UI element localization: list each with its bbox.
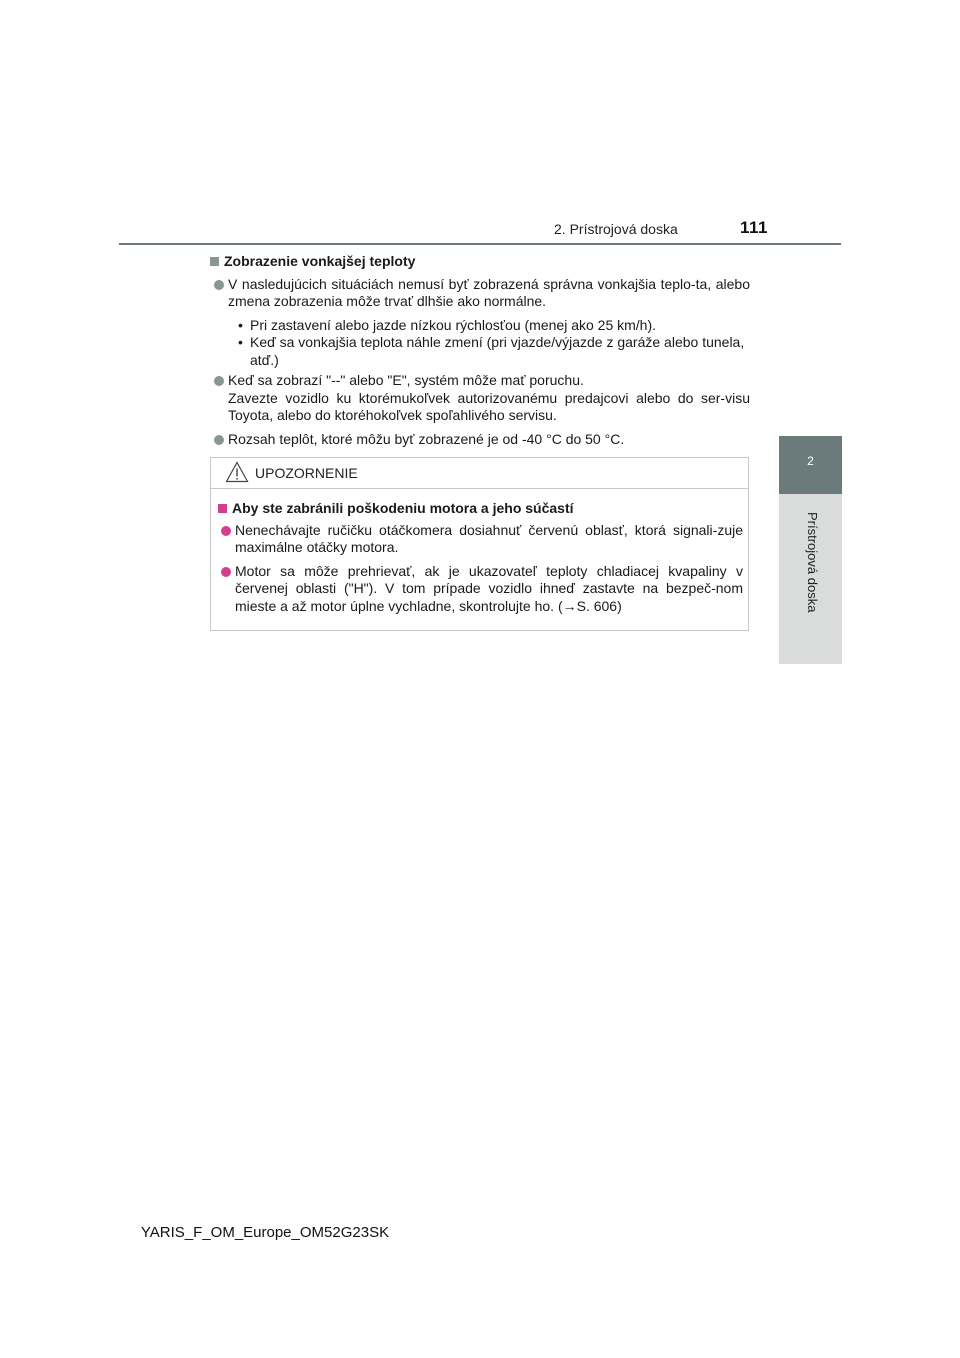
warning-heading-text: Aby ste zabránili poškodeniu motora a jeho súčastí bbox=[232, 500, 574, 516]
sub-list bbox=[210, 317, 750, 370]
page-number: 111 bbox=[740, 218, 768, 237]
sub-item-text: Keď sa vonkajšia teplota náhle zmení (pri vjazde/výjazde z garáže alebo tunela, atď.) bbox=[250, 334, 745, 368]
square-bullet-icon bbox=[218, 504, 227, 513]
header-rule bbox=[119, 243, 841, 245]
warning-bullet-text: Motor sa môže prehrievať, ak je ukazovateľ teploty chladiacej kvapaliny v červenej oblasti ("H"). V tom prípade vozidlo ihneď zastavte na bezpeč-nom mieste a až motor úplne vychladne, skontrolujte ho. (→S. 606) bbox=[235, 562, 743, 614]
warning-bullet bbox=[217, 522, 743, 557]
bullet-text: V nasledujúcich situáciách nemusí byť zobrazená správna vonkajšia teplo-ta, alebo zmena zobrazenia môže trvať dlhšie ako normálne. bbox=[228, 275, 750, 309]
dot-mark-icon: • bbox=[238, 334, 243, 350]
bullet-item bbox=[210, 372, 750, 425]
sub-item-text: Pri zastavení alebo jazde nízkou rýchlosťou (menej ako 25 km/h). bbox=[250, 316, 657, 333]
circle-bullet-icon bbox=[221, 526, 231, 536]
side-tab-number-block bbox=[779, 436, 842, 494]
square-bullet-icon bbox=[210, 257, 219, 266]
circle-bullet-icon bbox=[214, 435, 224, 445]
side-tab-number: 2 bbox=[807, 454, 814, 468]
bullet-text: Zavezte vozidlo ku ktorémukoľvek autorizovanému predajcovi alebo do ser-visu Toyota, alebo do ktoréhokoľvek spoľahlivého servisu. bbox=[228, 389, 750, 423]
footer-doc-code: YARIS_F_OM_Europe_OM52G23SK bbox=[140, 1224, 390, 1241]
bullet-text: Rozsah teplôt, ktoré môžu byť zobrazené je od -40 °C do 50 °C. bbox=[228, 430, 625, 447]
warning-title: UPOZORNENIE bbox=[255, 465, 358, 481]
side-tab-label: Prístrojová doska bbox=[805, 512, 820, 613]
main-content bbox=[210, 253, 750, 454]
section-heading-text: Zobrazenie vonkajšej teploty bbox=[224, 253, 416, 269]
warning-box bbox=[210, 457, 749, 631]
warning-body bbox=[211, 500, 750, 621]
bullet-text: Keď sa zobrazí "--" alebo "E", systém môže mať poruchu. bbox=[228, 372, 584, 388]
bullet-item bbox=[210, 431, 750, 449]
section-heading bbox=[210, 253, 750, 271]
warning-triangle-icon bbox=[225, 461, 249, 483]
circle-bullet-icon bbox=[214, 280, 224, 290]
dot-mark-icon: • bbox=[238, 316, 243, 333]
circle-bullet-icon bbox=[221, 567, 231, 577]
warning-header bbox=[211, 458, 748, 489]
bullet-item bbox=[210, 276, 750, 311]
warning-heading bbox=[218, 500, 750, 518]
header-section-title: 2. Prístrojová doska bbox=[554, 221, 678, 237]
warning-bullet bbox=[217, 563, 743, 616]
sub-item bbox=[210, 334, 750, 369]
circle-bullet-icon bbox=[214, 376, 224, 386]
sub-item bbox=[210, 317, 750, 335]
warning-bullet-text: Nenechávajte ručičku otáčkomera dosiahnuť červenú oblasť, ktorá signali-zuje maximálne otáčky motora. bbox=[235, 521, 743, 555]
